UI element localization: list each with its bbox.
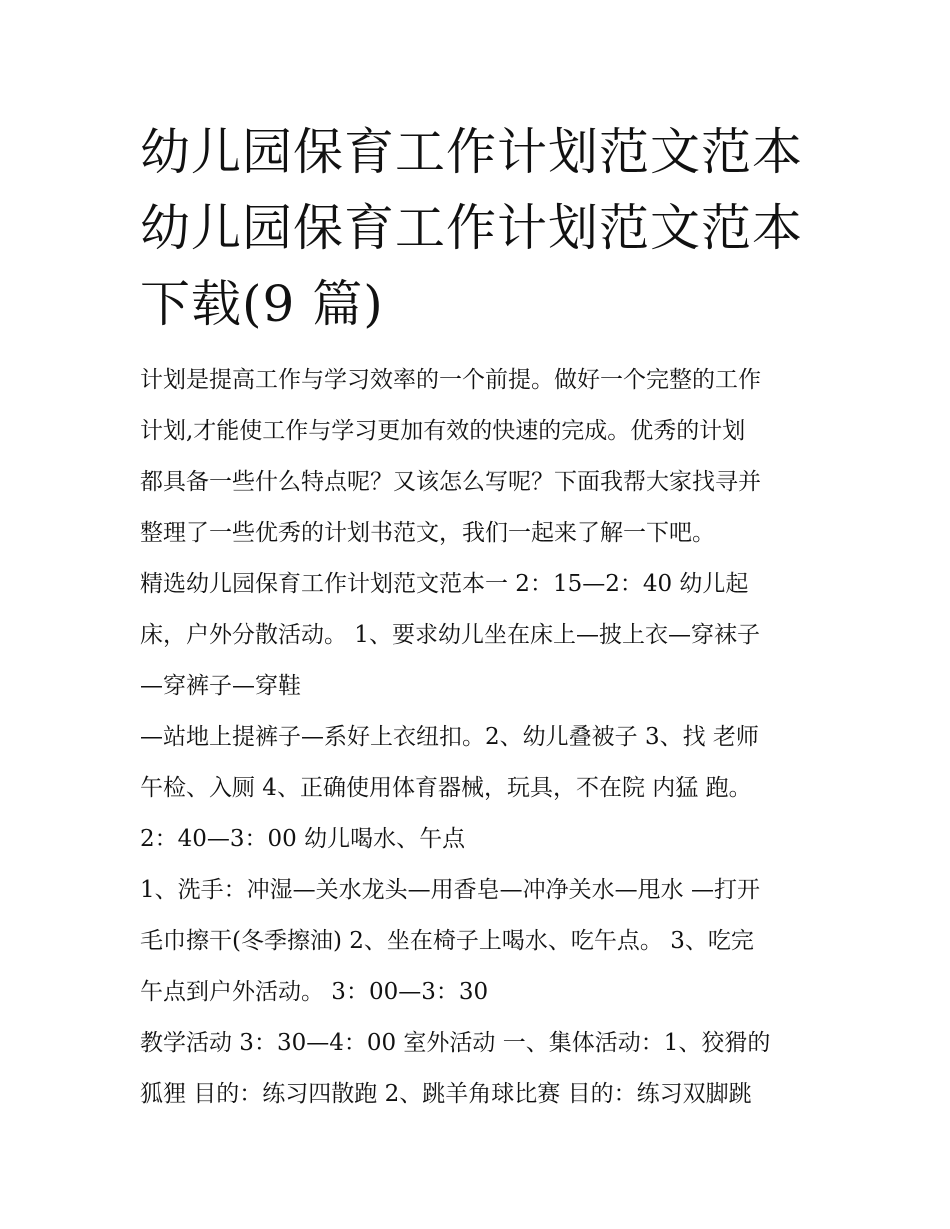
body-line-3: 都具备一些什么特点呢？又该怎么写呢？下面我帮大家找寻并: [140, 469, 761, 495]
document-body: [140, 355, 830, 1120]
body-line-9: 午检、入厕 4、正确使用体育器械，玩具，不在院 内猛 跑。: [140, 775, 752, 801]
body-line-1: 计划是提高工作与学习效率的一个前提。做好一个完整的工作: [140, 367, 761, 393]
body-line-2: 计划,才能使工作与学习更加有效的快速的完成。优秀的计划: [140, 418, 746, 444]
body-line-4: 整理了一些优秀的计划书范文，我们一起来了解一下吧。: [140, 520, 715, 546]
body-line-11: 1、洗手：冲湿—关水龙头—用香皂—冲净关水—甩水 —打开: [140, 877, 760, 903]
document-title: [140, 114, 840, 342]
body-line-15: 狐狸 目的：练习四散跑 2、跳羊角球比赛 目的：练习双脚跳: [140, 1081, 752, 1107]
body-line-6: 床，户外分散活动。 1、要求幼儿坐在床上—披上衣—穿袜子: [140, 622, 760, 648]
body-line-14: 教学活动 3：30—4：00 室外活动 一、集体活动：1、狡猾的: [140, 1030, 771, 1056]
body-line-8: —站地上提裤子—系好上衣纽扣。2、幼儿叠被子 3、找 老师: [140, 724, 759, 750]
title-line-2: 幼儿园保育工作计划范文范本: [140, 199, 803, 257]
body-line-5: 精选幼儿园保育工作计划范文范本一 2：15—2：40 幼儿起: [140, 571, 749, 597]
body-line-12: 毛巾擦干(冬季擦油) 2、坐在椅子上喝水、吃午点。 3、吃完: [140, 928, 754, 954]
body-line-10: 2：40—3：00 幼儿喝水、午点: [140, 826, 466, 852]
title-line-1: 幼儿园保育工作计划范文范本: [140, 123, 803, 181]
title-line-3: 下载(9 篇): [140, 275, 384, 333]
body-line-13: 午点到户外活动。 3：00—3：30: [140, 979, 489, 1005]
body-line-7: —穿裤子—穿鞋: [140, 673, 301, 699]
